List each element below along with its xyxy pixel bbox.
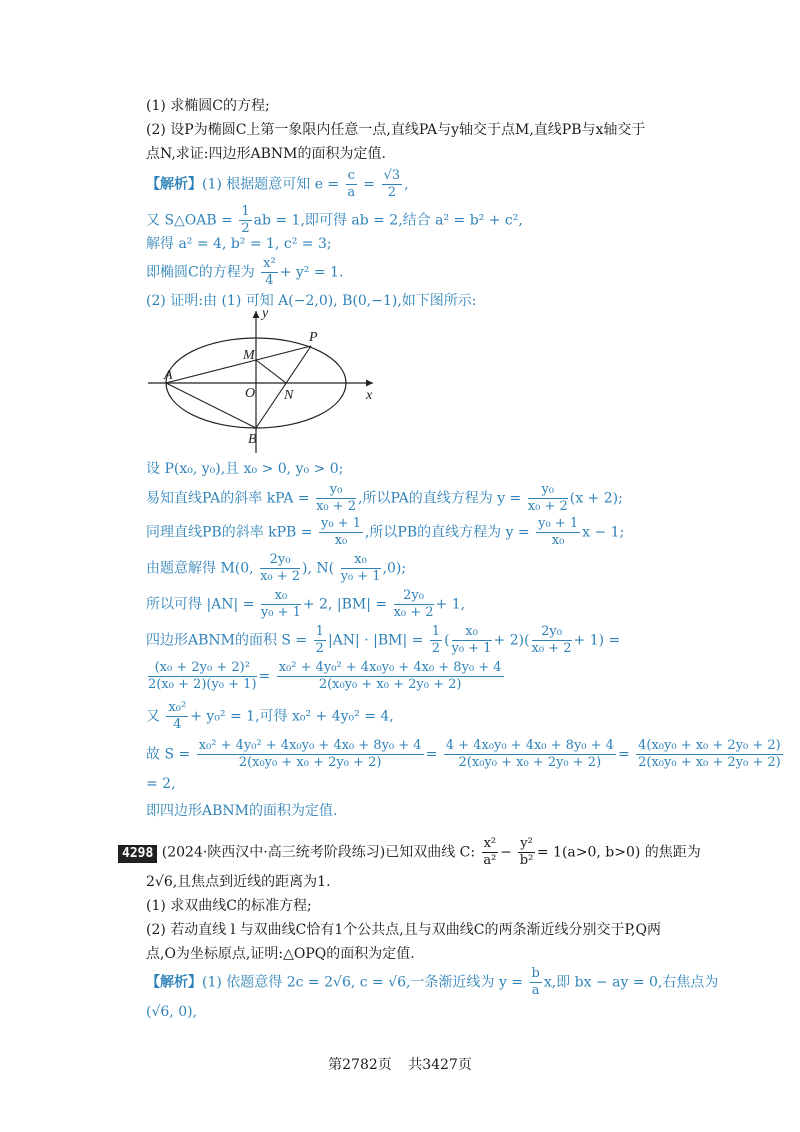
question-2-part2-line2: 点,O为坐标原点,证明:△OPQ的面积为定值. <box>146 946 415 962</box>
solution-1-line14: 故 S = $\frac{\text{x₀² + 4y₀² + 4x₀y₀ + 4x₀ + 8y₀ + 4}}{\text{2(x₀y₀ + x₀ + 2y₀ + 2)}}$ = $\frac{\text{4 + 4x₀y₀ + 4x₀ + 8y₀ + 4}}{\text{2(x₀y₀ + x₀ + 2y₀ + 2)}}$ = $\frac{\text{4(x₀y₀ + x₀ + 2y₀ + 2)}}{\text{2(x₀y₀ + x₀ + 2y₀ + 2)}}$ <box>146 738 781 770</box>
solution-1-line11: 四边形ABNM的面积 S = $\frac{1}{2}$ |AN| · |BM| = $\frac{1}{2}$ ( $\frac{\text{x₀}}{\text{y₀ + 1}}$ + 2)( $\frac{\text{2y₀}}{\text{x₀ + 2}}$ + 1) = <box>146 624 621 656</box>
label-y: y <box>262 306 269 321</box>
label-A: A <box>164 368 173 383</box>
page-total: 共3427页 <box>408 1057 472 1073</box>
fraction: $\frac{\text{x₀² + 4y₀² + 4x₀y₀ + 4x₀ + 8y₀ + 4}}{\text{2(x₀y₀ + x₀ + 2y₀ + 2)}}$ <box>278 660 502 692</box>
fraction: $\frac{\text{x²}}{\text{a²}}$ <box>483 836 497 868</box>
solution-1-line3: 解得 a² = 4, b² = 1, c² = 3; <box>146 236 332 252</box>
fraction: $\frac{\text{y₀ + 1}}{\text{x₀}}$ <box>320 516 361 548</box>
ellipse-figure <box>148 305 378 453</box>
fraction: $\frac{1}{2}$ <box>315 624 324 656</box>
fraction: $\frac{\text{x₀}}{\text{y₀ + 1}}$ <box>340 552 381 584</box>
fraction: $\frac{1}{2}$ <box>431 624 441 656</box>
question-2-line1: 4298 (2024·陕西汉中·高三统考阶段练习)已知双曲线 C: $\frac{\text{x²}}{\text{a²}}$ − $\frac{\text{y²}}{\text{b²}}$ = 1(a>0, b>0) 的焦距为 <box>118 836 701 869</box>
page-number: 第2782页 <box>328 1057 392 1073</box>
fraction: $\frac{\text{4(x₀y₀ + x₀ + 2y₀ + 2)}}{\text{2(x₀y₀ + x₀ + 2y₀ + 2)}}$ <box>638 738 781 770</box>
solution-1-line13: 又 $\frac{\text{x₀²}}{4}$ + y₀² = 1,可得 x₀² + 4y₀² = 4, <box>146 700 394 732</box>
fraction: $\frac{\text{x₀}}{\text{y₀ + 1}}$ <box>260 588 301 620</box>
solution-1-line15: = 2, <box>146 776 176 792</box>
solution-1-line6: 设 P(x₀, y₀),且 x₀ > 0, y₀ > 0; <box>146 461 344 477</box>
solution-1-line8: 同理直线PB的斜率 kPB = $\frac{\text{y₀ + 1}}{\text{x₀}}$ ,所以PB的直线方程为 y = $\frac{\text{y₀ + 1}}{\text{x₀}}$ x − 1; <box>146 516 625 548</box>
question-1-part2-line2: 点N,求证:四边形ABNM的面积为定值. <box>146 146 386 162</box>
fraction: $\frac{\text{x₀}}{\text{y₀ + 1}}$ <box>451 624 492 656</box>
fraction: $\frac{b}{a}$ <box>531 966 540 998</box>
problem-number: 4298 <box>118 845 157 863</box>
solution-1-line7: 易知直线PA的斜率 kPA = $\frac{\text{y₀}}{\text{x₀ + 2}}$ ,所以PA的直线方程为 y = $\frac{\text{y₀}}{\text{x₀ + 2}}$ (x + 2); <box>146 482 623 514</box>
label-M: M <box>243 348 255 363</box>
fraction: $\frac{\text{4 + 4x₀y₀ + 4x₀ + 8y₀ + 4}}{\text{2(x₀y₀ + x₀ + 2y₀ + 2)}}$ <box>445 738 614 770</box>
segment-MN <box>256 360 286 383</box>
fraction: $\frac{\text{x²}}{4}$ <box>263 256 276 288</box>
question-1-part2-line1: (2) 设P为椭圆C上第一象限内任意一点,直线PA与y轴交于点M,直线PB与x轴交于 <box>146 122 646 138</box>
solution-1-line10: 所以可得 |AN| = $\frac{\text{x₀}}{\text{y₀ + 1}}$ + 2, |BM| = $\frac{\text{2y₀}}{\text{x₀ + 2}}$ + 1, <box>146 588 466 620</box>
solution-2-line2: (√6, 0), <box>146 1004 198 1020</box>
solution-tag: 【解析】 <box>146 176 202 193</box>
fraction: $\frac{\text{x₀²}}{4}$ <box>168 700 187 732</box>
fraction: $\frac{\text{y₀}}{\text{x₀ + 2}}$ <box>316 482 357 514</box>
label-P: P <box>309 330 318 345</box>
fraction: $\frac{\text{y²}}{\text{b²}}$ <box>519 836 534 868</box>
solution-1-line2: 又 S△OAB = $\frac{1}{2}$ ab = 1,即可得 ab = 2,结合 a² = b² + c², <box>146 204 523 236</box>
solution-2-line1: 【解析】(1) 依题意得 2c = 2√6, c = √6,一条渐近线为 y = $\frac{b}{a}$ x,即 bx − ay = 0,右焦点为 <box>146 966 719 998</box>
fraction: $\frac{\text{y₀ + 1}}{\text{x₀}}$ <box>538 516 579 548</box>
solution-tag: 【解析】 <box>146 974 202 991</box>
segment-AB <box>166 383 256 428</box>
fraction: $\frac{\text{x₀² + 4y₀² + 4x₀y₀ + 4x₀ + 8y₀ + 4}}{\text{2(x₀y₀ + x₀ + 2y₀ + 2)}}$ <box>198 738 422 770</box>
page-footer <box>0 1054 800 1074</box>
fraction: $\frac{c}{a}$ <box>347 168 356 200</box>
fraction: $\frac{\text{2y₀}}{\text{x₀ + 2}}$ <box>531 624 572 656</box>
fraction: $\frac{\text{(x₀ + 2y₀ + 2)²}}{\text{2(x₀ + 2)(y₀ + 1)}}$ <box>148 660 257 692</box>
solution-1-line9: 由题意解得 M(0, $\frac{\text{2y₀}}{\text{x₀ + 2}}$ ), N( $\frac{\text{x₀}}{\text{y₀ + 1}}$ ,0); <box>146 552 407 584</box>
question-2-part2-line1: (2) 若动直线 l 与双曲线C恰有1个公共点,且与双曲线C的两条渐近线分别交于P,Q两 <box>146 922 661 938</box>
fraction: $\frac{\text{2y₀}}{\text{x₀ + 2}}$ <box>393 588 434 620</box>
solution-1-line12: $\frac{\text{(x₀ + 2y₀ + 2)²}}{\text{2(x₀ + 2)(y₀ + 1)}}$ = $\frac{\text{x₀² + 4y₀² + 4x₀y₀ + 4x₀ + 8y₀ + 4}}{\text{2(x₀y₀ + x₀ + 2y₀ + 2)}}$ <box>148 660 502 692</box>
fraction: $\frac{√3}{2}$ <box>383 168 401 200</box>
fraction: $\frac{\text{y₀}}{\text{x₀ + 2}}$ <box>527 482 568 514</box>
solution-1-line5: (2) 证明:由 (1) 可知 A(−2,0), B(0,−1),如下图所示: <box>146 293 477 309</box>
question-2-line2: 2√6,且焦点到近线的距离为1. <box>146 874 331 890</box>
fraction: $\frac{1}{2}$ <box>241 204 250 236</box>
fraction: $\frac{\text{2y₀}}{\text{x₀ + 2}}$ <box>260 552 301 584</box>
label-x: x <box>366 388 373 403</box>
solution-1-line4: 即椭圆C的方程为 $\frac{\text{x²}}{4}$ + y² = 1. <box>146 256 344 288</box>
question-2-part1: (1) 求双曲线C的标准方程; <box>146 898 312 914</box>
label-O: O <box>245 386 256 401</box>
label-B: B <box>248 432 257 447</box>
label-N: N <box>284 388 294 403</box>
solution-1-line16: 即四边形ABNM的面积为定值. <box>146 803 338 819</box>
solution-1-line1: 【解析】(1) 根据题意可知 e = $\frac{c}{a}$ = $\frac{√3}{2}$ , <box>146 168 409 200</box>
question-1-part1: (1) 求椭圆C的方程; <box>146 98 270 114</box>
